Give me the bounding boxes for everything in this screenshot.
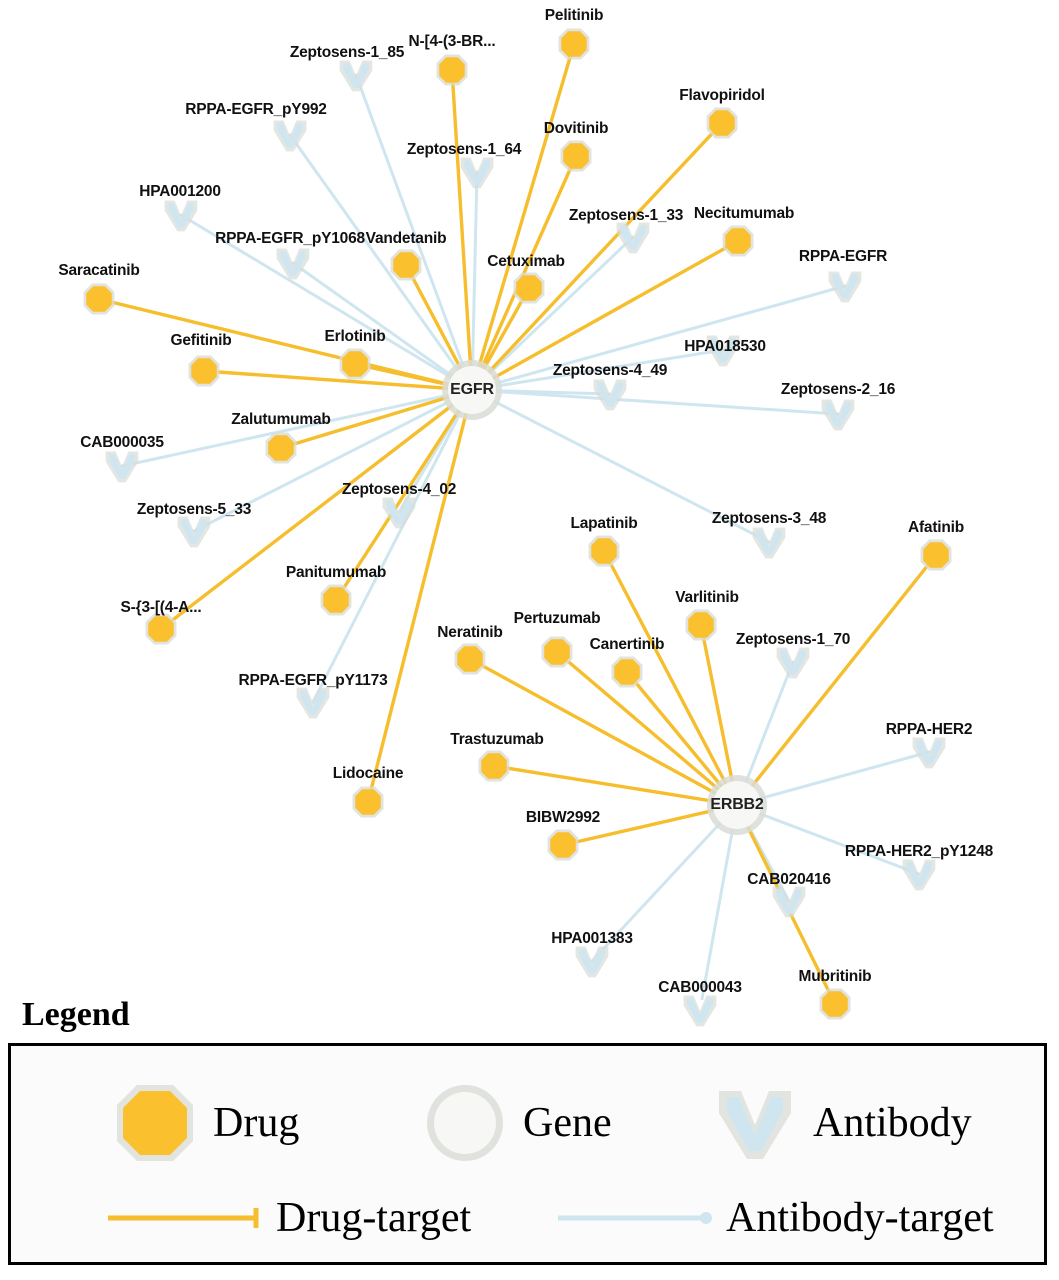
node-label: Dovitinib [543, 120, 609, 137]
drug-node[interactable] [319, 583, 353, 617]
legend-label-drug: Drug [213, 1100, 300, 1146]
node-label: ERBB2 [710, 796, 764, 813]
drug-node[interactable] [512, 271, 546, 305]
node-label: HPA001383 [551, 930, 633, 947]
antibody-node[interactable] [273, 243, 313, 283]
legend-label-gene: Gene [523, 1100, 612, 1146]
legend-item-antibody [711, 1079, 972, 1167]
legend-label-antibody: Antibody [813, 1100, 972, 1146]
node-label: Neratinib [437, 624, 503, 641]
legend-item-drug [111, 1079, 299, 1167]
node-label: Cetuximab [487, 253, 565, 270]
drug-node[interactable] [144, 612, 178, 646]
node-label: Pertuzumab [513, 610, 601, 627]
drug-octagon-icon [559, 139, 593, 173]
node-label: Zeptosens-1_70 [735, 631, 851, 648]
drug-node[interactable] [546, 828, 580, 862]
node-label: RPPA-EGFR [798, 248, 888, 265]
drug-node[interactable] [557, 27, 591, 61]
node-label: S-{3-[(4-A... [120, 599, 202, 616]
node-label: HPA001200 [139, 183, 221, 200]
drug-node[interactable] [705, 106, 739, 140]
drug-octagon-icon [919, 538, 953, 572]
node-label: Afatinib [907, 519, 965, 536]
antibody-node[interactable] [590, 374, 630, 414]
node-label: Flavopiridol [679, 87, 765, 104]
antibody-chevron-icon [711, 1079, 799, 1167]
legend-item-gene [421, 1079, 612, 1167]
node-label: Zeptosens-4_49 [552, 362, 668, 379]
drug-node[interactable] [559, 139, 593, 173]
drug-octagon-icon [610, 655, 644, 689]
gene-circle-icon [421, 1079, 509, 1167]
drug-octagon-icon [721, 224, 755, 258]
drug-octagon-icon [338, 347, 372, 381]
antibody-chevron-icon [818, 394, 858, 434]
drug-octagon-icon [187, 354, 221, 388]
drug-octagon-icon [389, 248, 423, 282]
antibody-node[interactable] [102, 446, 142, 486]
drug-octagon-icon [818, 987, 852, 1021]
node-label: HPA018530 [684, 338, 766, 355]
drug-node[interactable] [919, 538, 953, 572]
node-label: Zalutumumab [231, 411, 331, 428]
node-label: RPPA-HER2 [885, 721, 973, 738]
legend-shapes-row [11, 1064, 1044, 1174]
node-label: Panitumumab [285, 564, 387, 581]
node-label: CAB000043 [658, 979, 742, 996]
antibody-chevron-icon [161, 195, 201, 235]
legend-label-drug-target: Drug-target [276, 1195, 472, 1241]
node-label: Mubritinib [798, 968, 872, 985]
graph-edge [737, 555, 936, 805]
drug-node[interactable] [82, 282, 116, 316]
drug-node[interactable] [587, 534, 621, 568]
drug-octagon-icon [435, 53, 469, 87]
drug-octagon-icon [351, 785, 385, 819]
node-label: Zeptosens-2_16 [780, 381, 896, 398]
antibody-node[interactable] [270, 115, 310, 155]
drug-node[interactable] [540, 635, 574, 669]
drug-octagon-icon [144, 612, 178, 646]
antibody-chevron-icon [825, 266, 865, 306]
node-label: Trastuzumab [450, 731, 544, 748]
antibody-chevron-icon [749, 522, 789, 562]
node-label: Varlitinib [675, 589, 739, 606]
drug-node[interactable] [351, 785, 385, 819]
drug-octagon-icon [546, 828, 580, 862]
drug-target-edge-icon [106, 1204, 266, 1232]
node-label: RPPA-HER2_pY1248 [844, 843, 994, 860]
node-label: RPPA-EGFR_pY1068 [215, 230, 365, 247]
node-label: CAB000035 [80, 434, 164, 451]
drug-node[interactable] [187, 354, 221, 388]
node-label: Necitumumab [693, 205, 795, 222]
drug-octagon-icon [684, 608, 718, 642]
drug-node[interactable] [389, 248, 423, 282]
node-label: N-[4-(3-BR... [408, 33, 496, 50]
node-label: Zeptosens-3_48 [711, 510, 827, 527]
drug-node[interactable] [610, 655, 644, 689]
graph-edge [472, 44, 574, 390]
graph-edge [313, 390, 472, 702]
node-label: Canertinib [589, 636, 665, 653]
legend-item-drug-target [106, 1194, 471, 1242]
node-label: Zeptosens-1_85 [289, 44, 405, 61]
node-label: Gefitinib [170, 332, 232, 349]
drug-node[interactable] [453, 642, 487, 676]
antibody-node[interactable] [818, 394, 858, 434]
drug-octagon-icon [705, 106, 739, 140]
drug-octagon-icon [512, 271, 546, 305]
drug-octagon-icon [540, 635, 574, 669]
antibody-chevron-icon [270, 115, 310, 155]
node-label: Lidocaine [332, 765, 404, 782]
legend-title: Legend [22, 996, 130, 1033]
node-label: Vandetanib [365, 230, 447, 247]
drug-octagon-icon [264, 431, 298, 465]
drug-octagon-icon [557, 27, 591, 61]
node-label: BIBW2992 [525, 809, 601, 826]
antibody-node[interactable] [161, 195, 201, 235]
drug-node[interactable] [684, 608, 718, 642]
node-label: Pelitinib [544, 7, 604, 24]
legend-item-antibody-target [556, 1194, 994, 1242]
node-label: RPPA-EGFR_pY1173 [238, 672, 388, 689]
node-label: Zeptosens-4_02 [341, 481, 457, 498]
legend-label-antibody-target: Antibody-target [726, 1195, 994, 1241]
drug-node[interactable] [338, 347, 372, 381]
drug-node[interactable] [477, 749, 511, 783]
antibody-node[interactable] [825, 266, 865, 306]
node-label: Saracatinib [58, 262, 140, 279]
antibody-node[interactable] [749, 522, 789, 562]
legend-edges-row [11, 1186, 1044, 1256]
antibody-chevron-icon [590, 374, 630, 414]
antibody-chevron-icon [102, 446, 142, 486]
drug-node[interactable] [818, 987, 852, 1021]
legend-box [8, 1043, 1047, 1265]
node-label: Zeptosens-5_33 [136, 501, 252, 518]
drug-octagon-icon [82, 282, 116, 316]
antibody-target-edge-icon [556, 1204, 716, 1232]
node-label: RPPA-EGFR_pY992 [185, 101, 327, 118]
node-label: Zeptosens-1_64 [406, 141, 522, 158]
node-label: EGFR [450, 381, 494, 398]
drug-octagon-icon [111, 1079, 199, 1167]
node-label: CAB020416 [747, 871, 831, 888]
drug-octagon-icon [453, 642, 487, 676]
drug-node[interactable] [721, 224, 755, 258]
drug-node[interactable] [264, 431, 298, 465]
antibody-chevron-icon [273, 243, 313, 283]
drug-octagon-icon [587, 534, 621, 568]
node-label: Zeptosens-1_33 [568, 207, 684, 224]
drug-node[interactable] [435, 53, 469, 87]
node-label: Lapatinib [570, 515, 638, 532]
drug-octagon-icon [319, 583, 353, 617]
drug-octagon-icon [477, 749, 511, 783]
node-label: Erlotinib [324, 328, 386, 345]
